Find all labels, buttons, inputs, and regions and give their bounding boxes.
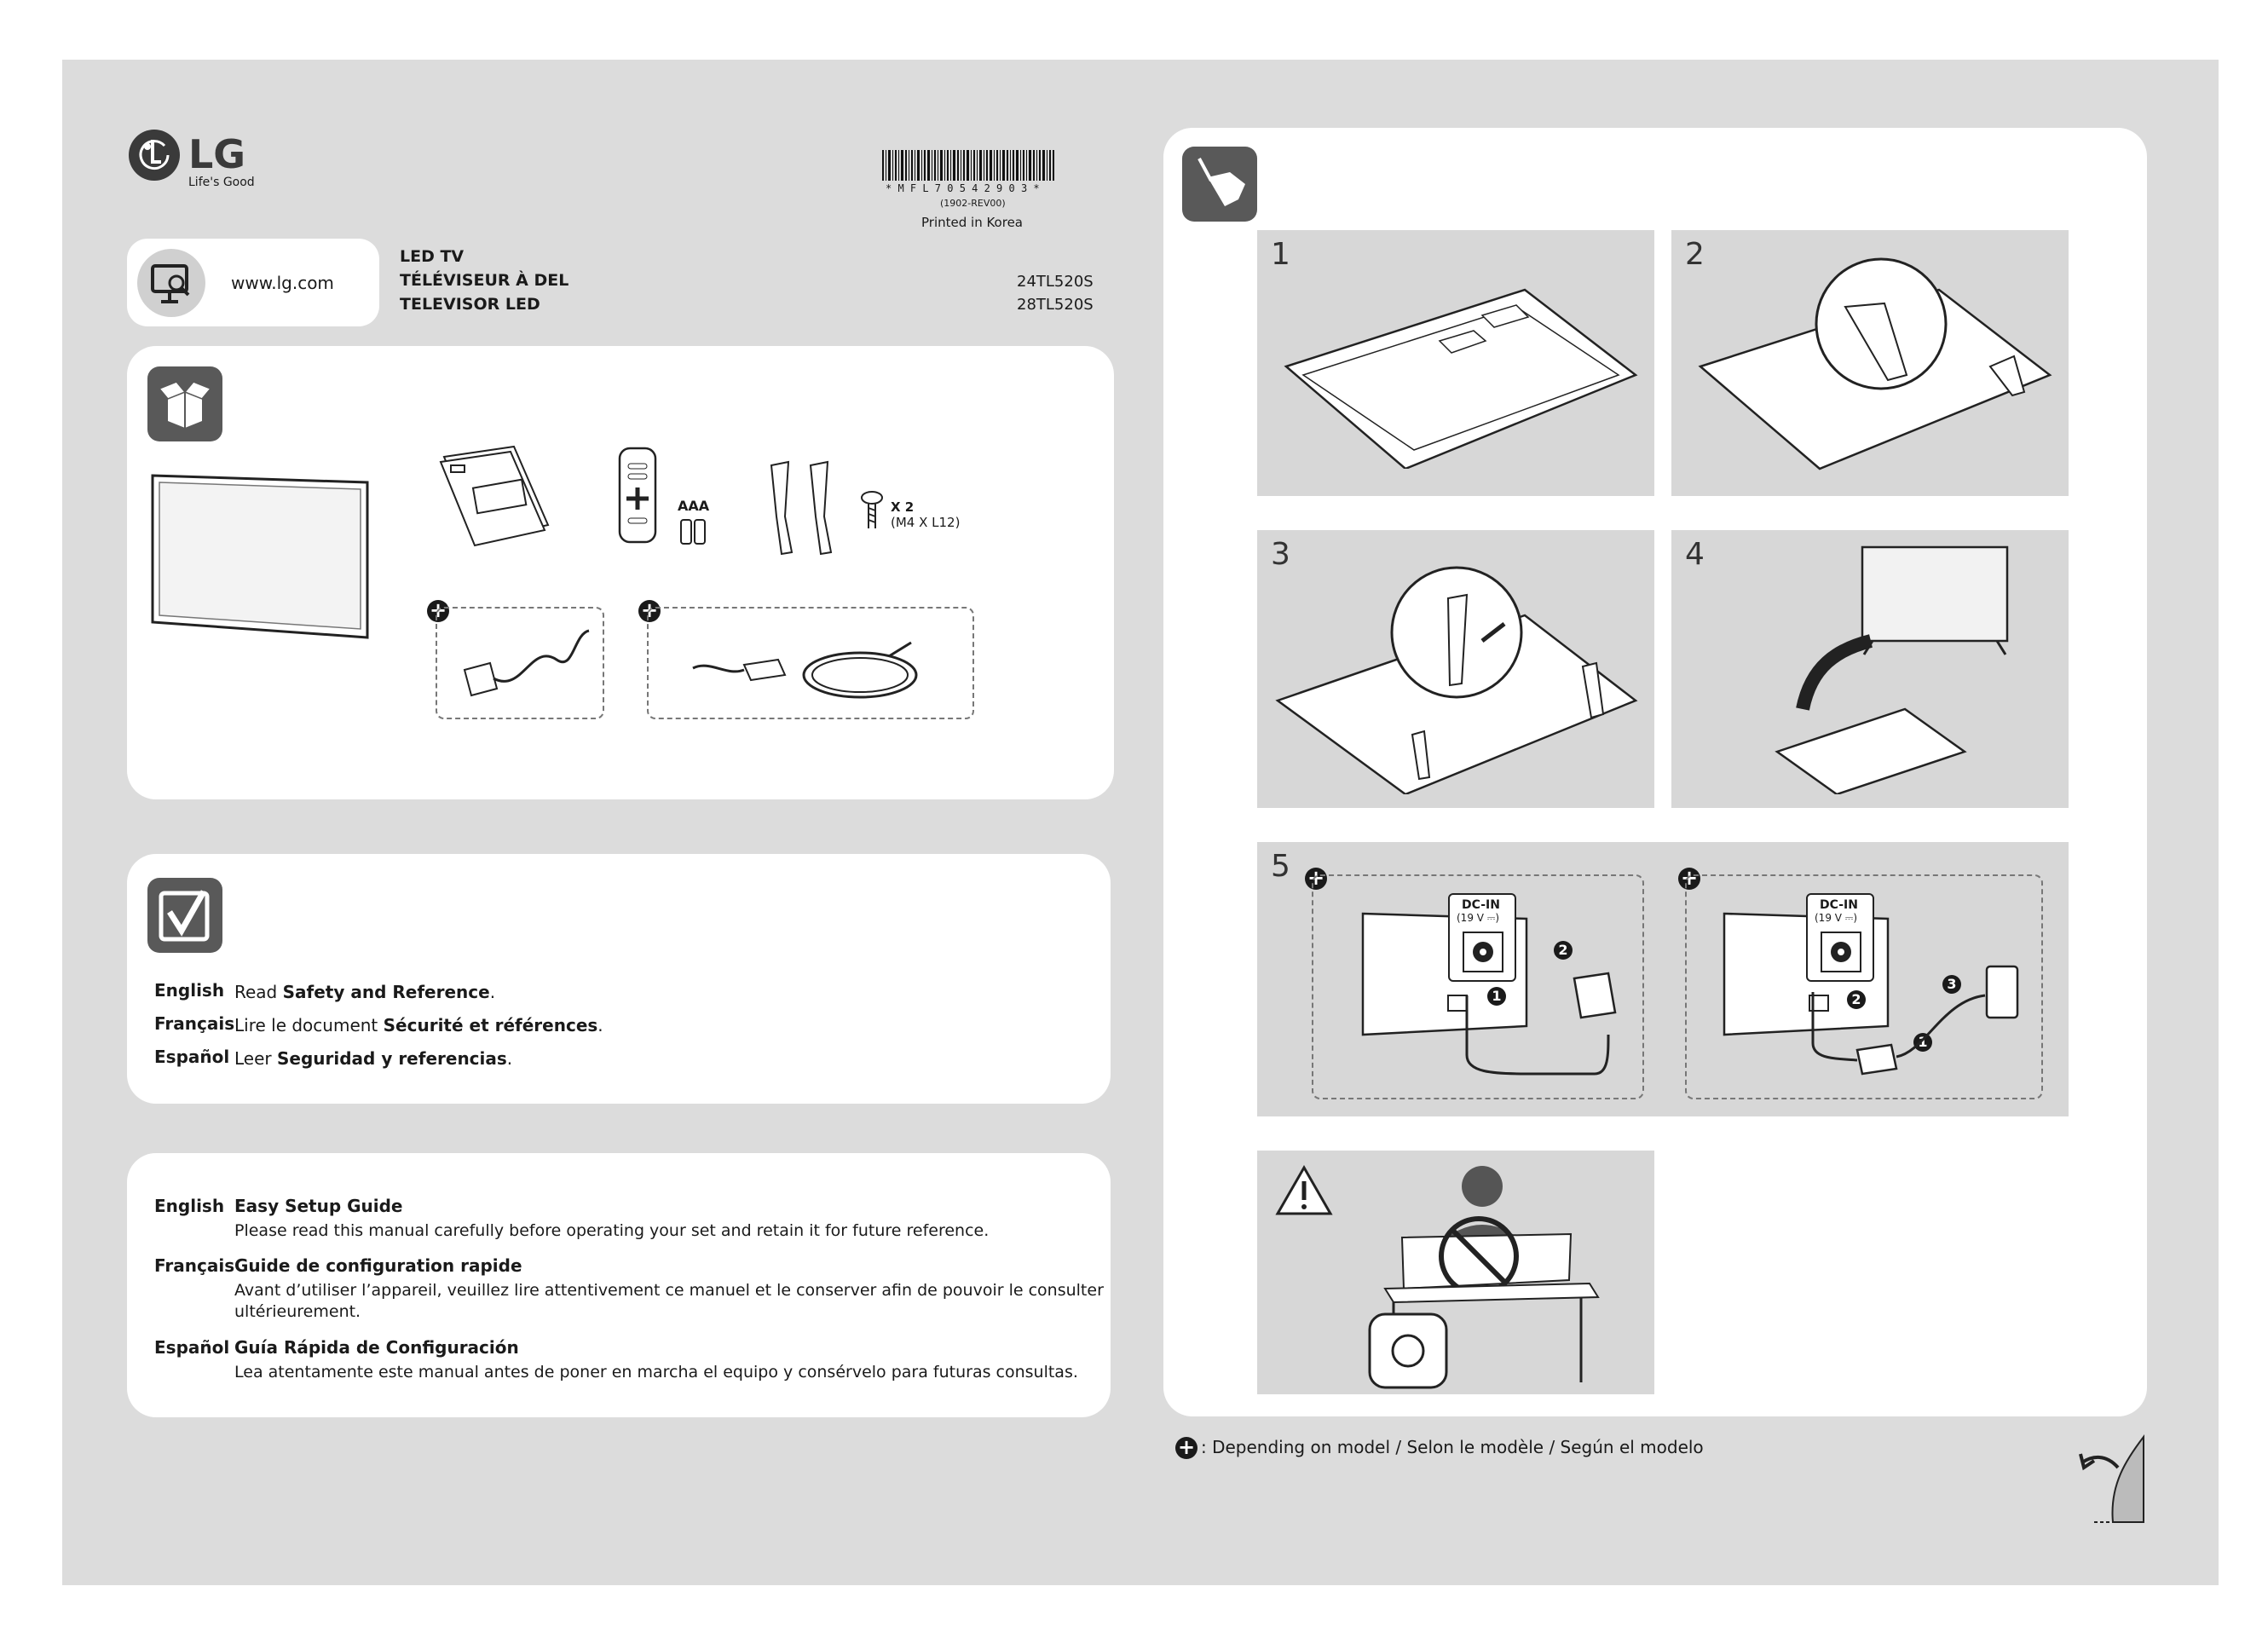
guide-title: Easy Setup Guide [234,1196,403,1216]
screw-size: (M4 X L12) [891,515,961,530]
screwdriver-icon-tile [1182,147,1257,222]
guide-rows [154,1196,1104,1400]
lg-tagline: Life's Good [188,176,255,189]
power-brick-illustration [659,617,966,711]
safety-text: Read Safety and Reference. [234,982,496,1002]
monitor-search-icon [137,249,205,317]
tv-back-illustration [1269,256,1644,469]
step-badge: 1 [1487,987,1506,1006]
optional-plus-icon: + [1305,868,1327,890]
optional-plus-icon: + [1175,1437,1197,1459]
open-box-icon-tile [147,366,222,441]
step-1-panel [1257,230,1654,496]
website-url[interactable]: www.lg.com [231,273,334,293]
dc-in-label: DC-IN [1462,898,1500,912]
step-number: 4 [1685,537,1705,572]
safety-rows [154,980,1007,1082]
barcode-code: * M F L 7 0 5 4 2 9 0 3 * [886,182,1040,194]
guide-lang: Français [154,1255,235,1276]
product-name-en: LED TV [400,247,465,266]
step-number: 5 [1271,849,1290,884]
battery-type: AAA [678,498,710,514]
tv-panel-illustration [149,470,372,641]
stand-legs-illustration [763,457,848,559]
wall-adapter-cable-illustration [1441,953,1629,1089]
screw-quantity: X 2 [891,499,915,515]
optional-adapter-box-2 [647,607,974,719]
open-box-icon [147,366,222,441]
step-number: 3 [1271,537,1290,572]
check-book-icon [147,878,222,953]
step-badge: 2 [1554,941,1573,960]
footnote-text: : Depending on model / Selon le modèle / Según el modelo [1201,1437,1704,1457]
safety-text: Leer Seguridad y referencias. [234,1048,513,1069]
guide-line: Avant d’utiliser l’appareil, veuillez lire attentivement ce manuel et le conserver afin de pouvoir le consulter [234,1281,1104,1300]
stand-attach-illustration [1683,256,2058,477]
do-not-lift-illustration [1368,1161,1649,1391]
manual-booklet-illustration [437,440,557,551]
product-name-es: TELEVISOR LED [400,295,540,314]
safety-card [127,854,1111,1104]
power-brick-cable-illustration [1798,949,2036,1094]
power-option-2-box [1685,874,2043,1099]
wall-adapter-illustration [446,617,599,711]
step-badge: 1 [1913,1033,1932,1052]
step-number: 2 [1685,237,1705,272]
screwdriver-hand-icon [1182,147,1257,222]
lg-logo-icon [127,128,182,182]
checkmark-icon-tile [147,878,222,953]
warning-panel [1257,1151,1654,1394]
step-number: 1 [1271,237,1290,272]
step-5-panel [1257,842,2069,1116]
guide-title: Guide de configuration rapide [234,1255,522,1276]
step-4-panel [1671,530,2069,808]
optional-adapter-box-1 [436,607,604,719]
safety-text: Lire le document Sécurité et références. [234,1015,603,1035]
page-turn-icon [2075,1433,2152,1527]
safety-lang: Español [154,1047,230,1067]
optional-plus-icon: + [638,600,661,622]
barcode-revision: (1902-REV00) [940,198,1006,209]
dc-in-label: DC-IN [1820,898,1858,912]
guide-title: Guía Rápida de Configuración [234,1337,519,1358]
website-card [127,239,379,326]
website-icon-bg [137,249,205,317]
box-contents-card [127,346,1114,799]
battery-icon [678,516,712,547]
optional-plus-icon: + [427,600,449,622]
power-option-1-box [1312,874,1644,1099]
step-badge: 2 [1847,990,1866,1009]
sheet-background [62,60,2219,1585]
screw-icon [860,491,884,534]
lg-logo-text: LG [188,131,246,177]
safety-lang: Français [154,1013,235,1034]
product-name-fr: TÉLÉVISEUR À DEL [400,271,569,290]
barcode-image [882,150,1056,181]
step-2-panel [1671,230,2069,496]
lg-logo [127,128,263,196]
model-2: 28TL520S [1017,296,1094,314]
model-1: 24TL520S [1017,273,1094,291]
optional-plus-icon: + [1678,868,1700,890]
guide-lang: English [154,1196,225,1216]
warning-triangle-icon [1274,1164,1334,1217]
printed-in: Printed in Korea [921,215,1023,230]
step-3-panel [1257,530,1654,808]
dc-in-voltage: (19 V ⎓) [1457,912,1500,924]
tv-upright-illustration [1683,539,2058,794]
guide-line: Please read this manual carefully before operating your set and retain it for future reference. [234,1221,990,1240]
guide-lang: Español [154,1337,230,1358]
step-badge: 3 [1942,975,1961,994]
assembly-steps-card [1163,128,2147,1416]
guide-line: Lea atentamente este manual antes de poner en marcha el equipo y consérvelo para futuras consultas. [234,1363,1078,1382]
guide-card [127,1153,1111,1417]
guide-line: ultérieurement. [234,1302,361,1321]
safety-lang: English [154,980,225,1001]
dc-in-voltage: (19 V ⎓) [1815,912,1858,924]
barcode-block [880,150,1059,252]
screw-fasten-illustration [1269,564,1644,794]
remote-control-illustration [615,445,666,547]
